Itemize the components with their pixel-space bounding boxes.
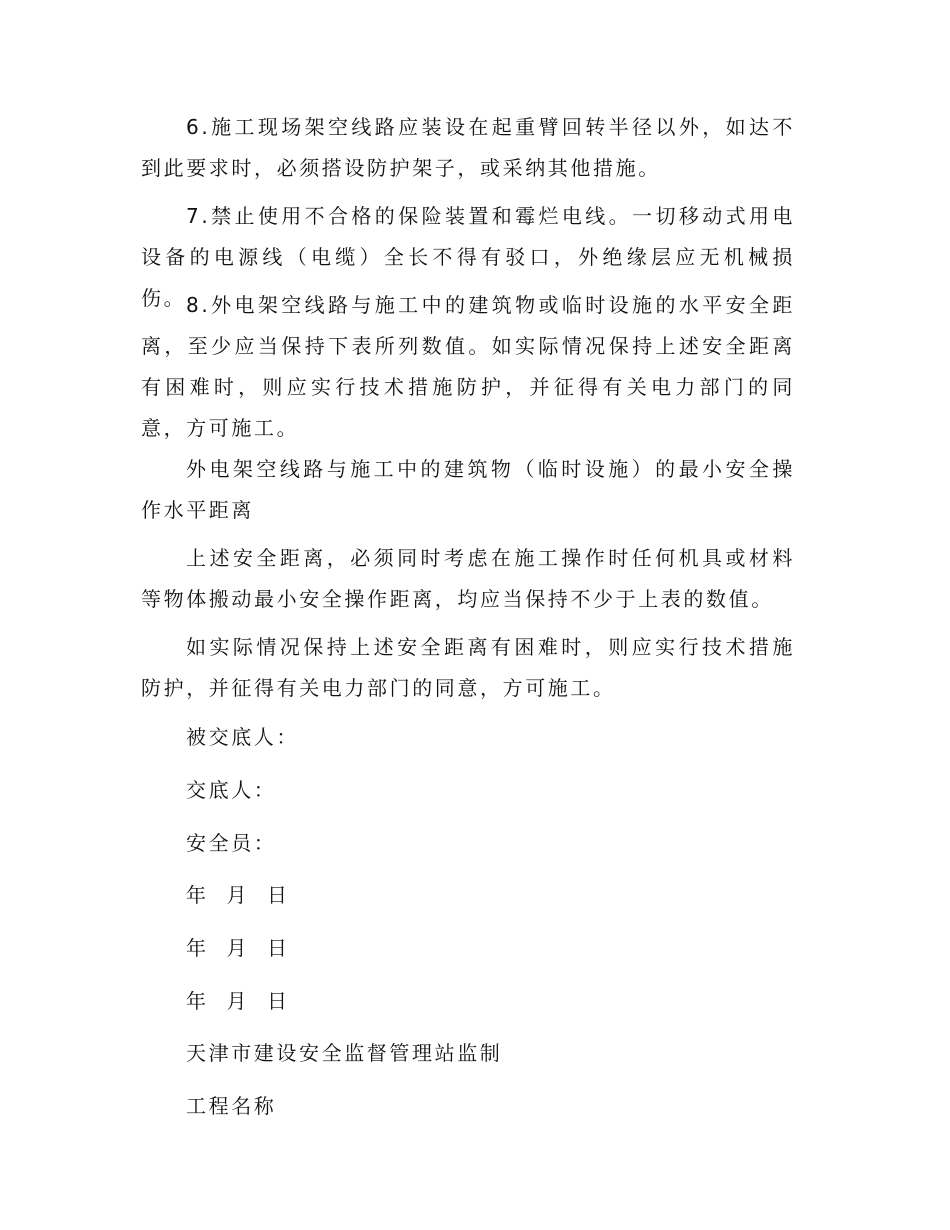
table-caption-paragraph: 外电架空线路与施工中的建筑物（临时设施）的最小安全操作水平距离 <box>141 457 795 522</box>
clause-7-paragraph: 7.禁止使用不合格的保险装置和霉烂电线。一切移动式用电设备的电源线（电缆）全长不得有驳口，外绝缘层应无机械损伤。 <box>141 204 795 310</box>
recipient-signature-label: 被交底人： <box>186 725 299 749</box>
project-name-label: 工程名称 <box>186 1094 277 1118</box>
distance-note-paragraph: 上述安全距离，必须同时考虑在施工操作时任何机具或材料等物体搬动最小安全操作距离，均应当保持不少于上表的数值。 <box>141 546 795 611</box>
discloser-signature-label: 交底人： <box>186 778 277 802</box>
clause-8-paragraph: 8.外电架空线路与施工中的建筑物或临时设施的水平安全距离，至少应当保持下表所列数值。如实际情况保持上述安全距离有困难时，则应实行技术措施防护，并征得有关电力部门的同意，方可施工。 <box>141 293 795 440</box>
date-line-3: 年 月 日 <box>186 989 290 1013</box>
safety-officer-signature-label: 安全员： <box>186 831 277 855</box>
issuer-line: 天津市建设安全监督管理站监制 <box>186 1041 503 1065</box>
date-line-2: 年 月 日 <box>186 936 290 960</box>
difficulty-note-paragraph: 如实际情况保持上述安全距离有困难时，则应实行技术措施防护，并征得有关电力部门的同意，方可施工。 <box>141 635 795 700</box>
clause-6-paragraph: 6.施工现场架空线路应装设在起重臂回转半径以外，如达不到此要求时，必须搭设防护架子，或采纳其他措施。 <box>141 115 795 180</box>
date-line-1: 年 月 日 <box>186 883 290 907</box>
